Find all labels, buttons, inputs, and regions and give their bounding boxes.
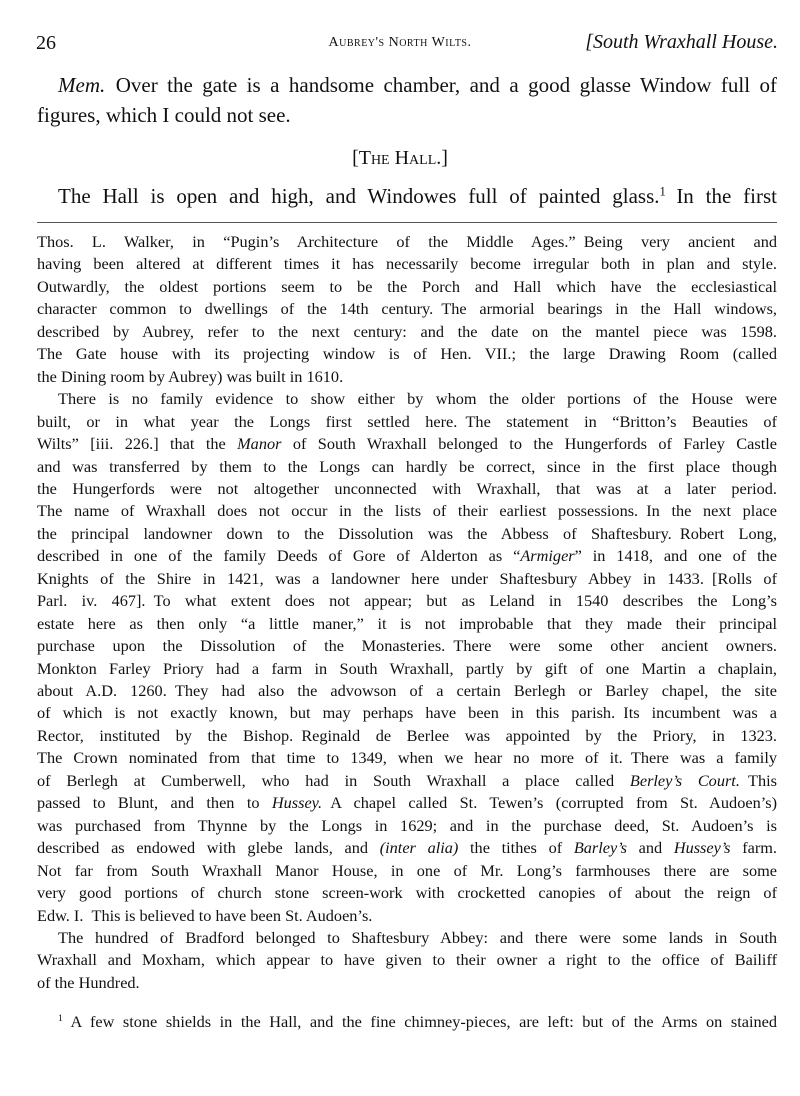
footnote-marker: 1 bbox=[58, 1013, 63, 1025]
note-line bbox=[58, 928, 777, 948]
italic-text: Manor bbox=[237, 434, 282, 454]
text-run: the tithes of bbox=[458, 838, 574, 858]
text-run: Monkton Farley Priory had a farm in South Wraxhall, partly by gift of one Martin a chaplain, bbox=[37, 658, 777, 678]
note-line bbox=[37, 434, 777, 454]
text-run: Parl. iv. 467]. To what extent does not appear; but as Leland in 1540 describes the Long’s bbox=[37, 591, 777, 611]
section-heading: [The Hall.] bbox=[352, 147, 448, 169]
note-line bbox=[37, 344, 777, 364]
text-run: The Crown nominated from that time to 1349, when we hear no more of it. There was a family bbox=[37, 748, 777, 768]
text-run: Edw. I. This is believed to have been St. Audoen’s. bbox=[37, 905, 373, 925]
section-title: [South Wraxhall House. bbox=[585, 31, 778, 53]
note-line bbox=[37, 501, 777, 521]
note-line bbox=[37, 254, 777, 274]
note-line bbox=[37, 748, 777, 768]
text-run: Wraxhall and Moxham, which appear to have given to their owner a right to the office of Bailiff bbox=[37, 950, 777, 970]
note-line bbox=[37, 771, 777, 791]
note-line bbox=[37, 681, 777, 701]
text-run: having been altered at different times it has necessarily become irregular both in plan and style. bbox=[37, 254, 777, 274]
text-run: and bbox=[626, 838, 674, 858]
note-line bbox=[37, 299, 777, 319]
running-title: Aubrey's North Wilts. bbox=[328, 35, 472, 50]
text-run: described as endowed with glebe lands, and bbox=[37, 838, 380, 858]
text-run: ” in 1418, and one of the bbox=[574, 546, 777, 566]
note-line bbox=[37, 838, 777, 858]
text-run: described in one of the family Deeds of Gore of Alderton as “ bbox=[37, 546, 521, 566]
text-run: A chapel called St. Tewen’s (corrupted from St. Audoen’s) bbox=[322, 793, 777, 813]
note-line bbox=[58, 389, 777, 409]
note-line bbox=[37, 569, 777, 589]
text-run: about A.D. 1260. They had also the advowson of a certain Berlegh or Barley chapel, the site bbox=[37, 681, 777, 700]
italic-text: (inter alia) bbox=[379, 838, 459, 858]
text-run: of which is not exactly known, but may perhaps have been in this parish. Its incumbent was a bbox=[37, 703, 777, 723]
footnote-marker: 1 bbox=[659, 184, 666, 199]
text-run: The Gate house with its projecting window is of Hen. VII.; the large Drawing Room (called bbox=[37, 344, 777, 364]
text-run: Thos. L. Walker, in “Pugin’s Architecture of the Middle Ages.” Being very ancient and bbox=[37, 232, 777, 251]
note-line bbox=[37, 793, 777, 813]
note-line bbox=[37, 457, 777, 477]
text-run: the Dining room by Aubrey) was built in 1610. bbox=[37, 366, 344, 386]
note-line bbox=[37, 816, 777, 836]
text-run: very good portions of church stone screen-work with crocketted canopies of about the reign of bbox=[37, 883, 777, 903]
italic-text: Barley’s bbox=[573, 838, 627, 858]
text-run: the Hungerfords were not altogether unconnected with Wraxhall, that was at a later period. bbox=[37, 478, 777, 498]
note-line bbox=[37, 546, 777, 566]
main-text-line bbox=[58, 184, 777, 209]
text-run: The name of Wraxhall does not occur in the lists of their earliest possessions. In the next place bbox=[37, 501, 777, 521]
text-run: estate here as then only “a little maner,” it is not improbable that they made their principal bbox=[37, 613, 777, 633]
text-run: Outwardly, the oldest portions seem to be the Porch and Hall which have the ecclesiastical bbox=[37, 276, 777, 296]
main-text-line bbox=[58, 73, 777, 98]
text-run: This bbox=[739, 770, 777, 790]
note-line bbox=[37, 950, 777, 970]
note-line bbox=[37, 973, 777, 993]
note-line bbox=[37, 479, 777, 499]
text-run: Rector, instituted by the Bishop. Reginald de Berlee was appointed by the Priory, in 1323. bbox=[37, 725, 777, 745]
text-run: farm. bbox=[730, 838, 777, 858]
italic-text: Berley’s Court. bbox=[629, 770, 740, 790]
text-run: Not far from South Wraxhall Manor House, in one of Mr. Long’s farmhouses there are some bbox=[37, 860, 777, 880]
text-run: Over the gate is a handsome chamber, and a good glasse Window full of bbox=[105, 73, 777, 97]
text-run: character common to dwellings of the 14th century. The armorial bearings in the Hall windows, bbox=[37, 299, 777, 319]
page-number: 26 bbox=[36, 32, 56, 54]
note-line bbox=[37, 524, 777, 544]
text-run: In the first bbox=[665, 184, 777, 208]
note-line bbox=[37, 861, 777, 881]
italic-text: Mem. bbox=[58, 73, 106, 97]
note-line bbox=[37, 367, 777, 387]
note-line bbox=[37, 277, 777, 297]
text-run: The hundred of Bradford belonged to Shaftesbury Abbey: and there were some lands in South bbox=[58, 927, 777, 947]
note-line bbox=[37, 883, 777, 903]
italic-text: Hussey’s bbox=[673, 838, 731, 858]
text-run: was purchased from Thynne by the Longs in 1629; and in the purchase deed, St. Audoen’s is bbox=[37, 815, 777, 835]
italic-text: Hussey. bbox=[271, 793, 323, 813]
note-line bbox=[37, 703, 777, 723]
text-run: of the Hundred. bbox=[37, 972, 140, 992]
text-run: Wilts” [iii. 226.] that the bbox=[37, 434, 238, 454]
text-run: of Berlegh at Cumberwell, who had in South Wraxhall a place called bbox=[37, 770, 630, 790]
text-run: A few stone shields in the Hall, and the fine chimney-pieces, are left: but of the Arms on stained bbox=[62, 1012, 777, 1031]
text-run: the principal landowner down to the Dissolution was the Abbess of Shaftesbury. Robert Long, bbox=[37, 523, 777, 543]
footnote-line bbox=[58, 1012, 777, 1032]
text-run: and was transferred by them to the Longs can hardly be correct, since in the first place though bbox=[37, 456, 777, 476]
note-line bbox=[37, 636, 777, 656]
note-line bbox=[37, 412, 777, 432]
text-run: The Hall is open and high, and Windowes full of painted glass. bbox=[58, 184, 660, 208]
main-text-line bbox=[37, 103, 777, 128]
footnote-divider bbox=[37, 222, 777, 223]
text-run: built, or in what year the Longs first settled here. The statement in “Britton’s Beauties of bbox=[37, 411, 777, 431]
note-line bbox=[37, 591, 777, 611]
italic-text: Armiger bbox=[520, 546, 575, 566]
note-line bbox=[37, 906, 777, 926]
text-run: described by Aubrey, refer to the next century: and the date on the mantel piece was 1598. bbox=[37, 321, 777, 341]
text-run: passed to Blunt, and then to bbox=[37, 793, 272, 813]
note-line bbox=[37, 322, 777, 342]
note-line bbox=[37, 726, 777, 746]
text-run: of South Wraxhall belonged to the Hungerfords of Farley Castle bbox=[281, 434, 777, 454]
note-line bbox=[37, 659, 777, 679]
text-run: Knights of the Shire in 1421, was a landowner here under Shaftesbury Abbey in 1433. [Rolls of bbox=[37, 568, 777, 588]
text-run: There is no family evidence to show either by whom the older portions of the House were bbox=[58, 389, 777, 409]
note-line bbox=[37, 614, 777, 634]
text-run: figures, which I could not see. bbox=[37, 103, 291, 127]
text-run: purchase upon the Dissolution of the Monasteries. There were some other ancient owners. bbox=[37, 636, 777, 656]
note-line bbox=[37, 232, 777, 252]
